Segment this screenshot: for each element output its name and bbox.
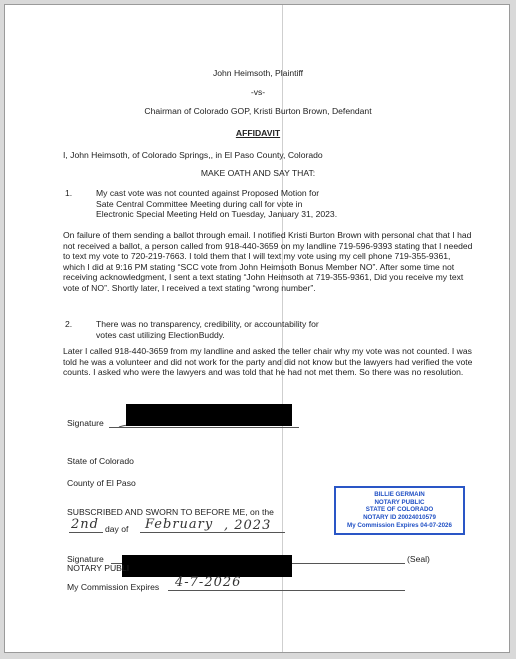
document-title: AFFIDAVIT (235, 128, 281, 138)
handwritten-month: February (145, 517, 214, 532)
notary-public-label: NOTARY PUBLI (67, 563, 130, 573)
item-1-line: Electronic Special Meeting Held on Tuesday, January 31, 2023. (96, 209, 338, 220)
item-1-line: My cast vote was not counted against Proposed Motion for (96, 188, 320, 198)
redacted-notary-signature (122, 555, 292, 577)
commission-expires-line (168, 590, 405, 591)
stamp-state: STATE OF COLORADO (365, 506, 434, 514)
redacted-signature (126, 404, 292, 426)
paragraph-ballot-failure: On failure of them sending a ballot through email. I notified Kristi Burton Brown with personal chat that I had not received a ballot, a person called from 918-440-3659 on my landline 719-596-9393 stating that I needed to text my vote to 720-219-7663. I told them that I will text my vote using my cell phone 719-355-9361, which I did at 9:16 PM stating “SCC vote from John Heimsoth Bonus Member NO”. After some time not receiving acknowledgment, I sent a text stating “John Heimsoth at 719-355-9361, Did you receive my text vote of NO”. Shortly later, I received a text stating “wrong number”. (63, 230, 473, 293)
handwritten-day: 2nd (71, 517, 99, 532)
signature-label: Signature (67, 418, 104, 428)
stamp-title: NOTARY PUBLIC (374, 498, 425, 506)
stamp-name: BILLIE GERMAIN (374, 491, 425, 498)
versus-line: -vs- (250, 87, 266, 97)
notary-stamp (334, 486, 465, 535)
state-line: State of Colorado (67, 456, 134, 466)
item-1-number: 1. (65, 188, 73, 198)
commission-expires-label: My Commission Expires (67, 582, 160, 592)
item-2-number: 2. (65, 319, 73, 329)
item-1-line: Sate Central Committee Meeting during call for vote in (96, 198, 303, 209)
day-of-label: day of (105, 524, 129, 534)
date-line (140, 532, 285, 533)
stamp-id: NOTARY ID 20024010579 (363, 514, 436, 522)
affidavit-page (4, 4, 510, 653)
plaintiff-line: John Heimsoth, Plaintiff (212, 68, 304, 78)
item-2-line: There was no transparency, credibility, or accountability for (96, 319, 319, 329)
notary-signature-label: Signature (67, 554, 104, 564)
day-line (69, 532, 103, 533)
defendant-line: Chairman of Colorado GOP, Kristi Burton Brown, Defendant (144, 106, 372, 116)
stamp-expiry: My Commission Expires 04-07-2026 (347, 521, 452, 529)
subscribed-line: SUBSCRIBED AND SWORN TO BEFORE ME, on the (67, 507, 274, 517)
handwritten-expiry: 4-7-2026 (175, 575, 242, 590)
paragraph-teller-call: Later I called 918-440-3659 from my landline and asked the teller chair why my vote was not counted. I was told he was a volunteer and did not work for the party and did not know but the lawyers had verified the vote counts. I asked who were the lawyers and was told that he had not met them. So there was no resolution. (63, 346, 473, 378)
handwritten-year: , 2023 (224, 518, 272, 533)
intro-line: I, John Heimsoth, of Colorado Springs,, in El Paso County, Colorado (63, 150, 323, 160)
county-line: County of El Paso (67, 478, 136, 488)
seal-label: (Seal) (407, 554, 430, 564)
item-2-line: votes cast utilizing ElectionBuddy. (96, 329, 225, 340)
oath-line: MAKE OATH AND SAY THAT: (200, 168, 316, 178)
